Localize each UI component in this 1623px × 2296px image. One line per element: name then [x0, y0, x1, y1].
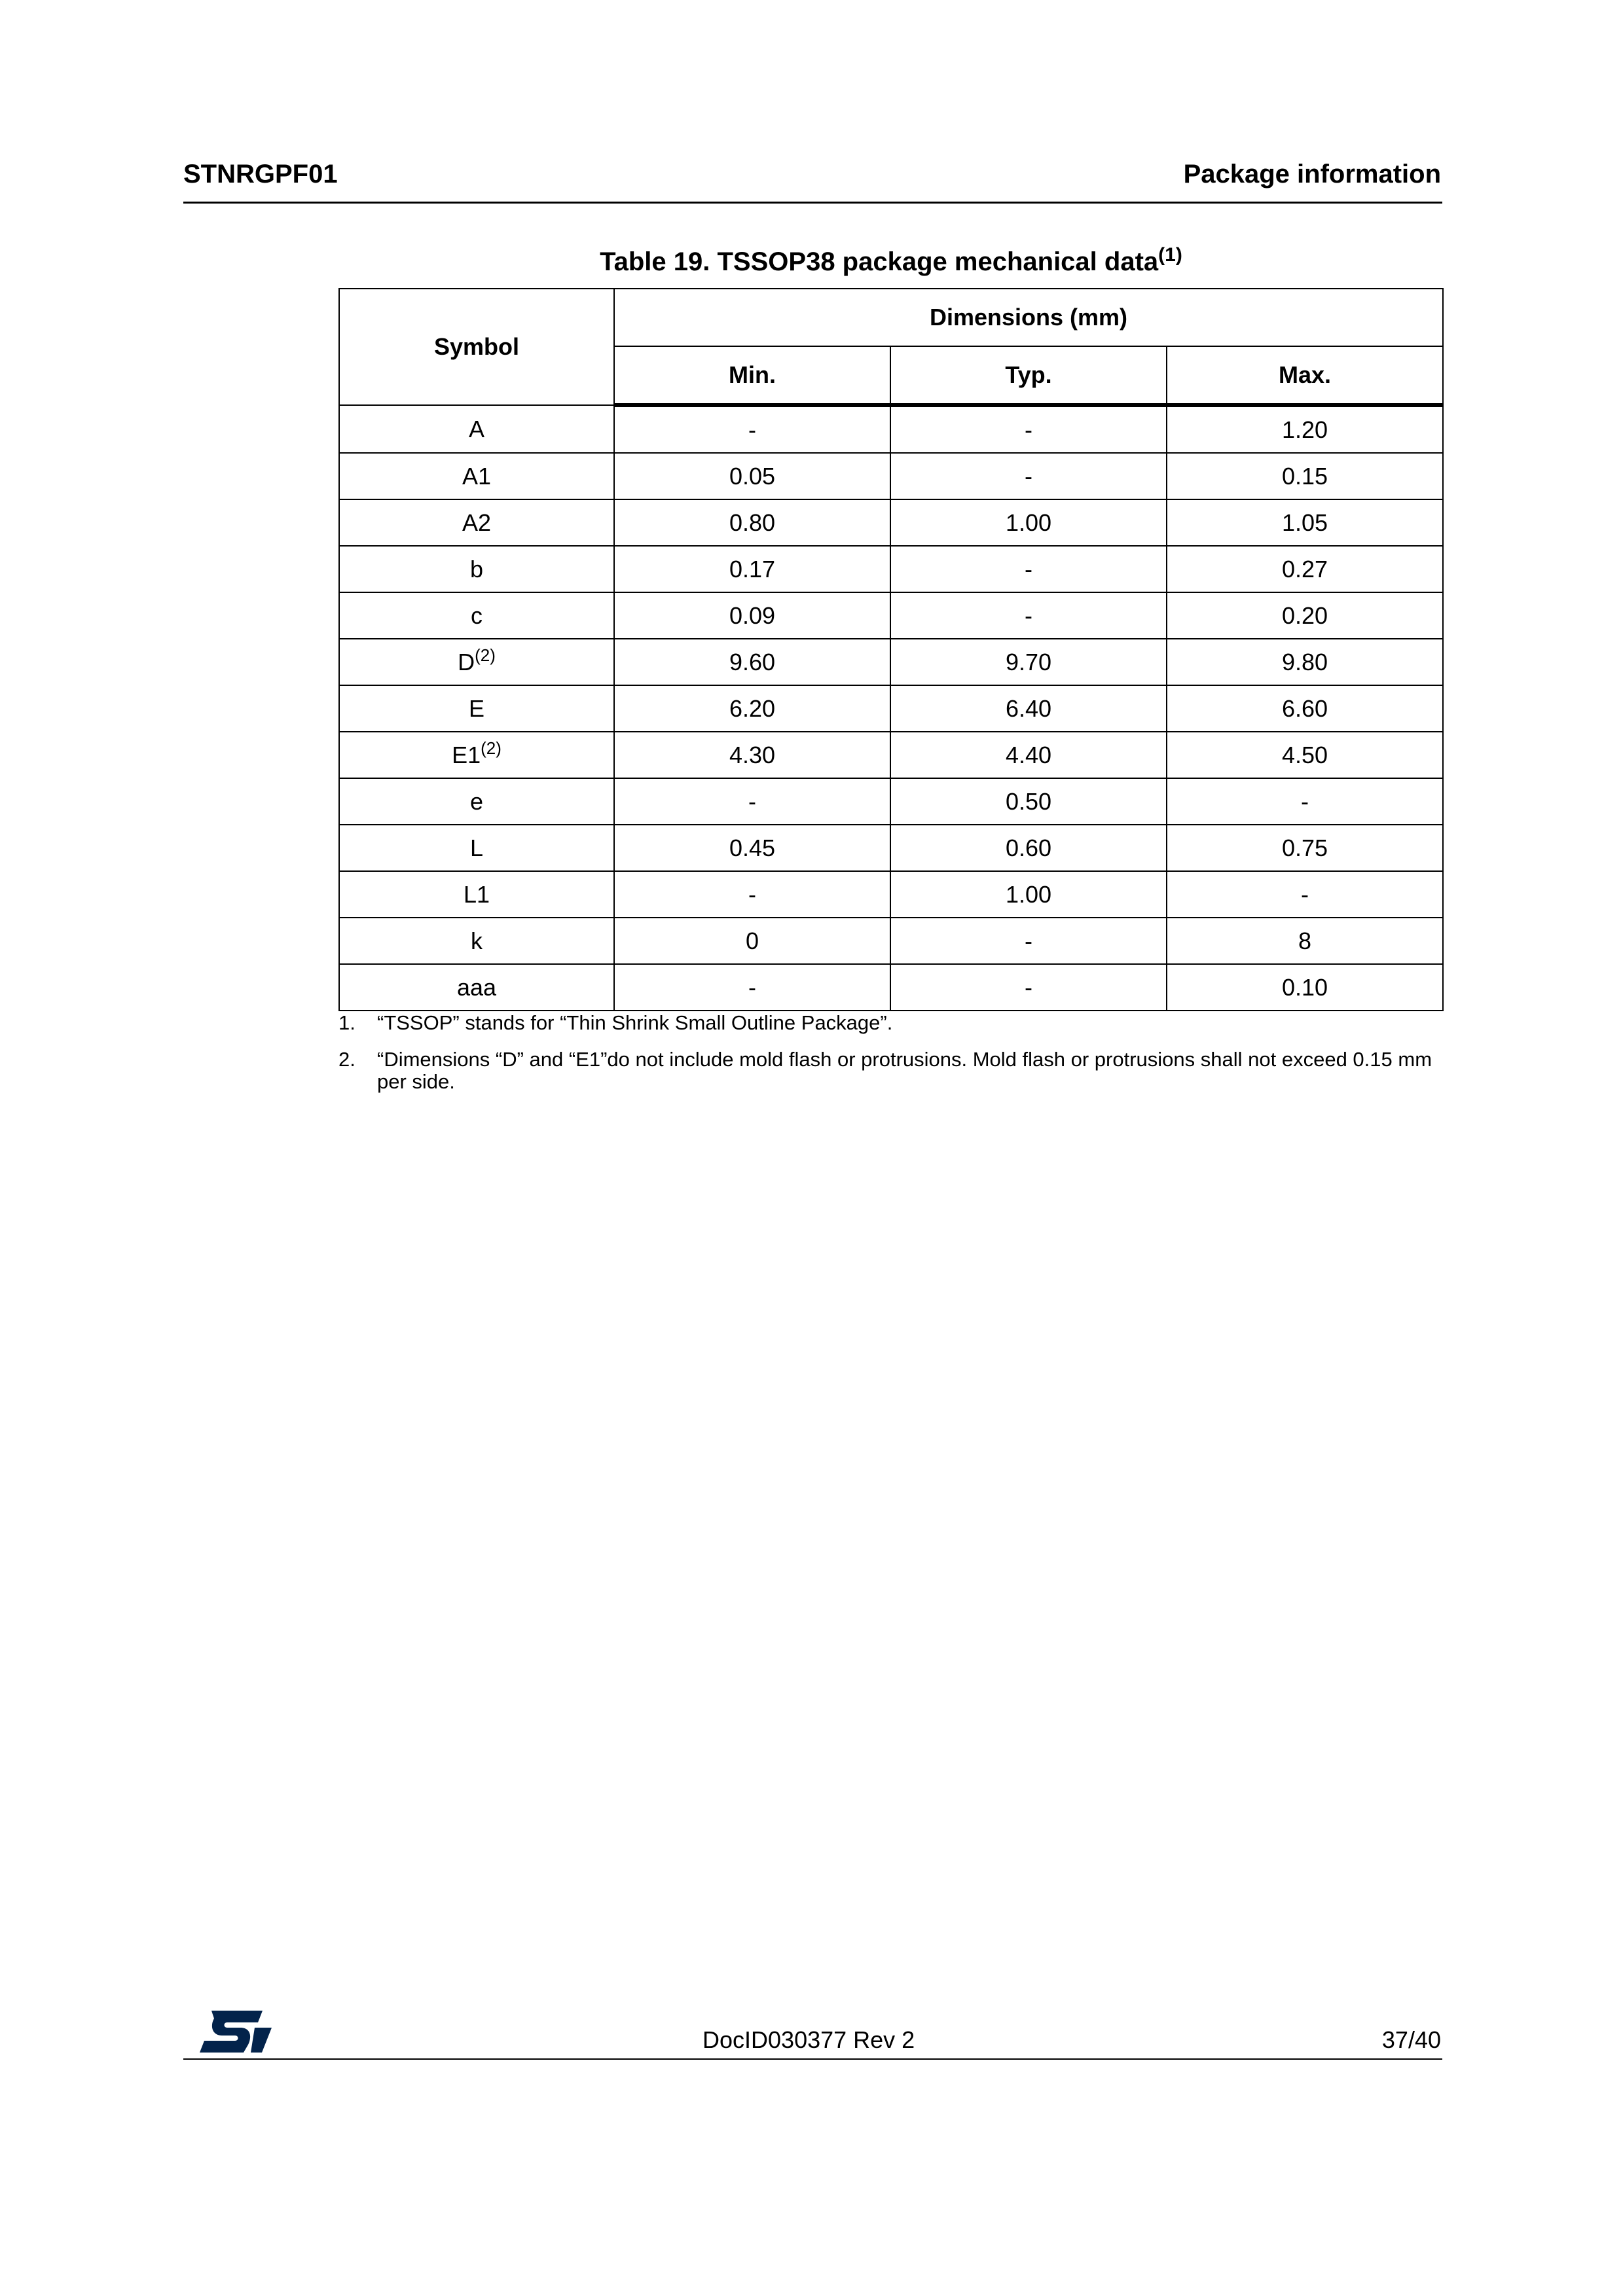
- symbol-text: aaa: [456, 973, 497, 1001]
- cell-max: 0.75: [1167, 825, 1443, 871]
- cell-typ: -: [890, 405, 1167, 453]
- cell-typ: 0.60: [890, 825, 1167, 871]
- cell-symbol: [339, 778, 614, 825]
- header-product-name: STNRGPF01: [183, 160, 338, 188]
- cell-max: -: [1167, 871, 1443, 918]
- table-row: [339, 732, 1443, 778]
- cell-typ: -: [890, 592, 1167, 639]
- cell-max: 1.20: [1167, 405, 1443, 453]
- cell-min: 0.80: [614, 499, 890, 546]
- cell-min: -: [614, 778, 890, 825]
- cell-max: 0.15: [1167, 453, 1443, 499]
- symbol-text: e: [469, 787, 484, 815]
- symbol-text: E: [468, 694, 484, 722]
- cell-symbol: [339, 732, 614, 778]
- cell-min: -: [614, 964, 890, 1011]
- cell-typ: -: [890, 453, 1167, 499]
- cell-typ: -: [890, 546, 1167, 592]
- symbol-text: b: [469, 555, 484, 583]
- cell-max: 8: [1167, 918, 1443, 964]
- table-row: [339, 825, 1443, 871]
- table-footnotes: [338, 1012, 1445, 1107]
- cell-symbol: [339, 918, 614, 964]
- cell-min: 0.05: [614, 453, 890, 499]
- cell-typ: -: [890, 918, 1167, 964]
- footnote-number: 1.: [338, 1011, 356, 1034]
- symbol-footnote-ref: (2): [481, 738, 501, 758]
- st-logo-icon: [194, 2008, 273, 2055]
- footnote-text: “Dimensions “D” and “E1”do not include mold flash or protrusions. Mold flash or protrusions shall not exceed 0.15 mm per side.: [377, 1048, 1432, 1093]
- table-row: [339, 778, 1443, 825]
- table-row: [339, 871, 1443, 918]
- cell-symbol: [339, 825, 614, 871]
- column-group-dimensions: Dimensions (mm): [614, 289, 1443, 346]
- footer-doc-id: DocID030377 Rev 2: [702, 2026, 915, 2053]
- cell-min: 6.20: [614, 685, 890, 732]
- symbol-text: D: [458, 648, 475, 675]
- cell-typ: 0.50: [890, 778, 1167, 825]
- table-row: [339, 685, 1443, 732]
- footnote: [338, 1049, 1445, 1093]
- footer-divider: [183, 2058, 1442, 2060]
- cell-max: 4.50: [1167, 732, 1443, 778]
- symbol-footnote-ref: (2): [475, 645, 496, 665]
- cell-symbol: [339, 592, 614, 639]
- footer-page-number: 37/40: [1381, 2026, 1441, 2053]
- column-header-min: Min.: [614, 346, 890, 405]
- table-row: [339, 918, 1443, 964]
- table-row: [339, 453, 1443, 499]
- footnote: [338, 1012, 1445, 1034]
- column-header-max: Max.: [1167, 346, 1443, 405]
- cell-typ: 1.00: [890, 499, 1167, 546]
- cell-typ: 4.40: [890, 732, 1167, 778]
- table-title-text: Table 19. TSSOP38 package mechanical data: [600, 247, 1159, 276]
- table-title-footnote-ref: (1): [1158, 244, 1182, 266]
- symbol-text: A2: [462, 509, 492, 536]
- cell-max: 0.20: [1167, 592, 1443, 639]
- cell-max: 0.27: [1167, 546, 1443, 592]
- symbol-text: A: [468, 415, 484, 442]
- symbol-text: L: [469, 834, 484, 861]
- cell-symbol: [339, 685, 614, 732]
- mechanical-data-table: [338, 288, 1444, 1011]
- header-section-title: Package information: [1183, 160, 1441, 188]
- cell-symbol: [339, 499, 614, 546]
- symbol-text: E1: [452, 741, 481, 768]
- cell-min: 0.09: [614, 592, 890, 639]
- column-header-symbol: Symbol: [339, 289, 614, 405]
- symbol-text: A1: [462, 462, 492, 490]
- table-row: [339, 639, 1443, 685]
- table-row: [339, 499, 1443, 546]
- header-divider: [183, 202, 1442, 204]
- cell-max: 0.10: [1167, 964, 1443, 1011]
- cell-min: 4.30: [614, 732, 890, 778]
- table-row: [339, 964, 1443, 1011]
- cell-symbol: [339, 405, 614, 453]
- st-logo-t-shape: [251, 2028, 272, 2053]
- cell-max: 9.80: [1167, 639, 1443, 685]
- cell-symbol: [339, 871, 614, 918]
- cell-max: 1.05: [1167, 499, 1443, 546]
- table-row: [339, 546, 1443, 592]
- cell-symbol: [339, 964, 614, 1011]
- footnote-number: 2.: [338, 1048, 356, 1071]
- cell-typ: -: [890, 964, 1167, 1011]
- cell-typ: 6.40: [890, 685, 1167, 732]
- cell-min: -: [614, 405, 890, 453]
- cell-max: -: [1167, 778, 1443, 825]
- cell-typ: 9.70: [890, 639, 1167, 685]
- symbol-text: k: [471, 927, 483, 954]
- footnote-text: “TSSOP” stands for “Thin Shrink Small Outline Package”.: [377, 1011, 893, 1034]
- table-title: [339, 244, 1443, 277]
- column-header-typ: Typ.: [890, 346, 1167, 405]
- cell-typ: 1.00: [890, 871, 1167, 918]
- table-row: [339, 592, 1443, 639]
- symbol-text: c: [471, 601, 483, 629]
- cell-min: 0.45: [614, 825, 890, 871]
- table-body: [339, 405, 1443, 1011]
- cell-min: 0.17: [614, 546, 890, 592]
- symbol-text: L1: [463, 880, 490, 908]
- cell-symbol: [339, 546, 614, 592]
- cell-min: 9.60: [614, 639, 890, 685]
- cell-symbol: [339, 639, 614, 685]
- cell-max: 6.60: [1167, 685, 1443, 732]
- table-row: [339, 405, 1443, 453]
- cell-min: -: [614, 871, 890, 918]
- cell-symbol: [339, 453, 614, 499]
- cell-min: 0: [614, 918, 890, 964]
